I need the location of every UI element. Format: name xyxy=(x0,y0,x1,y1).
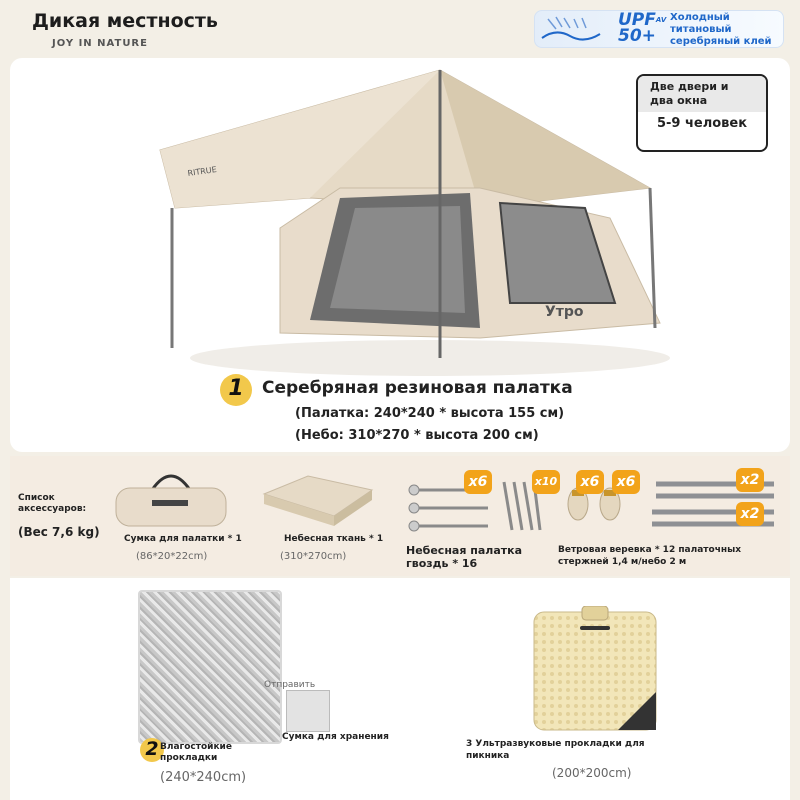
storage-bag-label: Сумка для хранения xyxy=(282,732,389,742)
nails-label: Небесная палатка гвоздь * 16 xyxy=(406,544,523,570)
window-text: Утро xyxy=(545,304,584,320)
hero-panel xyxy=(10,58,790,452)
tent-title: Серебряная резиновая палатка xyxy=(262,378,573,398)
tent-bag-label: Сумка для палатки * 1 xyxy=(124,534,242,544)
tent-dimensions: (Палатка: 240*240 * высота 155 см) xyxy=(295,406,565,421)
upf-description: Холодный титановый серебряный клей xyxy=(670,12,772,47)
upf-av: AV xyxy=(655,16,667,24)
upf-number: 50+ xyxy=(618,26,656,46)
pad-size: (240*240cm) xyxy=(160,770,247,785)
canopy-cloth-label: Небесная ткань * 1 xyxy=(284,534,384,544)
accessories-label: Список аксессуаров: xyxy=(18,493,87,514)
accessories-weight: (Вес 7,6 kg) xyxy=(18,525,100,539)
canopy-cloth-size: (310*270cm) xyxy=(280,551,347,562)
pad-number: 2 xyxy=(145,738,159,760)
canopy-cloth-icon xyxy=(262,472,374,528)
tent-bag-size: (86*20*22cm) xyxy=(136,551,208,562)
upf-badge xyxy=(534,10,784,48)
upf-label: UPF xyxy=(618,10,656,30)
picnic-size: (200*200cm) xyxy=(552,766,632,780)
info-box xyxy=(636,74,768,152)
nails-badge-b: x10 xyxy=(532,470,560,494)
capacity-label: 5-9 человек xyxy=(656,116,748,131)
picnic-mat-image xyxy=(532,606,660,732)
rope-badge-b: x6 xyxy=(612,470,640,494)
rod-badge-a: x2 xyxy=(736,468,764,492)
upf-value xyxy=(618,12,666,44)
rope-label: Ветровая веревка * 12 палаточных стержней 1,4 м/небо 2 м xyxy=(558,545,742,567)
item-number: 1 xyxy=(228,376,244,401)
lower-panel xyxy=(10,578,790,800)
doors-windows-label: Две двери и два окна xyxy=(638,76,766,112)
item-number-badge xyxy=(220,374,252,406)
brand-subtitle: JOY IN NATURE xyxy=(52,38,148,49)
picnic-label: 3 Ультразвуковые прокладки для пикника xyxy=(466,739,645,761)
pad-label: Влагостойкие прокладки xyxy=(160,742,232,763)
brand-title: Дикая местность xyxy=(32,10,218,32)
send-label: Отправить xyxy=(264,680,316,690)
rope-badge-a: x6 xyxy=(576,470,604,494)
storage-bag-image xyxy=(286,690,330,732)
moisture-pad-image xyxy=(138,590,282,744)
rod-badge-b: x2 xyxy=(736,502,764,526)
canopy-logo: RITRUE xyxy=(187,164,218,178)
nails-badge-a: x6 xyxy=(464,470,492,494)
tent-bag-icon xyxy=(112,466,230,530)
canopy-dimensions: (Небо: 310*270 * высота 200 см) xyxy=(295,428,539,443)
sun-rays-icon xyxy=(540,16,602,42)
